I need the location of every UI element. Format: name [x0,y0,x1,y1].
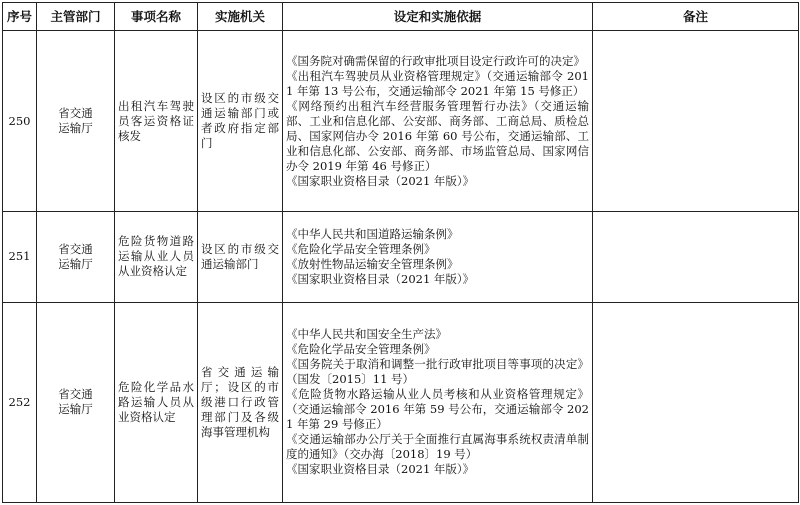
basis-entry: 《国务院关于取消和调整一批行政审批项目等事项的决定》（国发〔2015〕11 号） [286,357,589,387]
row-agency: 设区的市级交通运输部门或者政府指定部门 [198,31,283,212]
header-agency: 实施机关 [198,3,283,31]
header-row [3,3,799,31]
row-index: 251 [3,212,37,302]
basis-entry: 《放射性物品运输安全管理条例》 [286,256,459,271]
row-note [593,212,799,302]
basis-entry: 《国家职业资格目录（2021 年版）》 [286,271,475,286]
basis-entry: 《中华人民共和国道路运输条例》 [286,226,459,241]
row-department: 省交通运输厅 [37,212,115,302]
basis-entry: 《中华人民共和国安全生产法》 [286,327,447,342]
row-note [593,31,799,212]
row-basis [283,212,593,302]
basis-entry: 《网络预约出租汽车经营服务管理暂行办法》（交通运输部、工业和信息化部、公安部、商务部、工商总局、质检总局、国家网信办令 2016 年第 60 号公布，交通运输部、工业和信息化部、公安部、商务部、市场监管总局、国家网信办令 2019 年第 46 号修正） [286,98,589,173]
header-note: 备注 [593,3,799,31]
basis-entry: 《交通运输部办公厅关于全面推行直属海事系统权责清单制度的通知》（交办海〔2018〕19 号） [286,432,589,462]
row-index: 250 [3,31,37,212]
header-index: 序号 [3,3,37,31]
basis-entry: 《国务院对确需保留的行政审批项目设定行政许可的决定》 [286,53,585,68]
approval-items-table [2,2,799,503]
row-department: 省交通运输厅 [37,302,115,502]
row-basis [283,31,593,212]
basis-entry: 《危险化学品安全管理条例》 [286,342,436,357]
table-row [3,31,799,212]
row-index: 252 [3,302,37,502]
row-department: 省交通运输厅 [37,31,115,212]
row-item-name: 出租汽车驾驶员客运资格证核发 [115,31,198,212]
row-agency: 省交通运输厅；设区的市级港口行政管理部门及各级海事管理机构 [198,302,283,502]
basis-entry: 《出租汽车驾驶员从业资格管理规定》（交通运输部令 2011 年第 13 号公布，交通运输部令 2021 年第 15 号修正） [286,68,589,98]
header-department: 主管部门 [37,3,115,31]
row-agency: 设区的市级交通运输部门 [198,212,283,302]
row-item-name: 危险货物道路运输从业人员从业资格认定 [115,212,198,302]
basis-entry: 《危险化学品安全管理条例》 [286,241,436,256]
table-row [3,302,799,502]
row-note [593,302,799,502]
basis-entry: 《危险货物水路运输从业人员考核和从业资格管理规定》（交通运输部令 2016 年第 59 号公布，交通运输部令 2021 年第 29 号修正） [286,387,589,432]
row-basis [283,302,593,502]
header-basis: 设定和实施依据 [283,3,593,31]
basis-entry: 《国家职业资格目录（2021 年版）》 [286,173,475,188]
row-item-name: 危险化学品水路运输人员从业资格认定 [115,302,198,502]
basis-entry: 《国家职业资格目录（2021 年版）》 [286,462,475,477]
header-item-name: 事项名称 [115,3,198,31]
table-row [3,212,799,302]
